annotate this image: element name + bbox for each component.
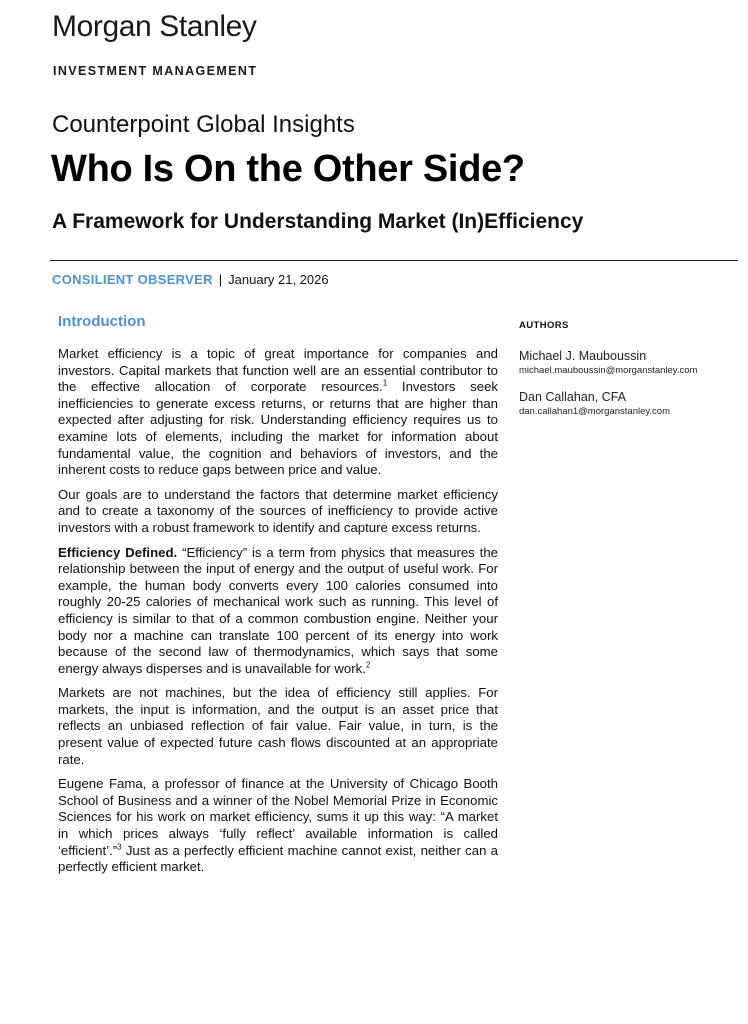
paragraph-text: Investors seek inefficiencies to generate excess returns, or returns that are higher than expected after adjusting for risk. Understanding efficiency requires us to examine lots of elements, including the market for information about fundamental value, the cognition and behaviors of investors, and the inherent costs to reduce gaps between price and value. [58,379,498,478]
publication-meta [52,272,329,287]
document-title: Who Is On the Other Side? [51,148,525,190]
publication-date: January 21, 2026 [228,272,329,287]
division-label: INVESTMENT MANAGEMENT [53,64,258,78]
section-heading: Introduction [58,313,146,330]
main-column [58,313,498,884]
paragraph-5 [58,776,498,876]
author-email[interactable]: michael.mauboussin@morganstanley.com [519,365,698,376]
paragraph-4: Markets are not machines, but the idea of efficiency still applies. For markets, the input is information, and the output is an asset price that reflects an unbiased reflection of fair value. Fair value, in turn, is the present value of expected future cash flows discounted at an appropriate rate. [58,685,498,767]
authors-label: AUTHORS [519,320,569,331]
header-divider [50,260,738,261]
paragraph-1 [58,346,498,479]
paragraph-2: Our goals are to understand the factors that determine market efficiency and to create a taxonomy of the sources of inefficiency to provide active investors with a robust framework to identify and capture excess returns. [58,486,498,535]
footnote-ref: 2 [365,660,371,670]
meta-separator: | [218,272,223,287]
document-subtitle: A Framework for Understanding Market (In)Efficiency [52,210,584,233]
author-email[interactable]: dan.callahan1@morganstanley.com [519,406,670,417]
series-title: Counterpoint Global Insights [52,111,355,138]
footnote-ref: 1 [382,378,388,388]
authors-sidebar [519,320,739,431]
inline-heading: Efficiency Defined. [58,544,178,560]
paragraph-text: Eugene Fama, a professor of finance at the University of Chicago Booth School of Business and a winner of the Nobel Memorial Prize in Economic Sciences for his work on market efficiency, sums it up this way: “A market in which prices always ‘fully reflect’ available information is called ‘efficient’.” [58,776,498,858]
author-name: Michael J. Mauboussin [519,349,647,363]
author-name: Dan Callahan, CFA [519,390,627,404]
company-logo: Morgan Stanley [52,10,257,43]
paragraph-text: Market efficiency is a topic of great importance for companies and investors. Capital markets that function well are an essential contributor to the effective allocation of corporate resources. [58,346,498,395]
series-name: CONSILIENT OBSERVER [52,272,213,287]
paragraph-text: Just as a perfectly efficient machine cannot exist, neither can a perfectly efficient market. [58,842,498,875]
paragraph-3 [58,545,498,678]
paragraph-text: “Efficiency” is a term from physics that measures the relationship between the input of energy and the output of useful work. For example, the human body converts every 100 calories consumed into roughly 20-25 calories of mechanical work such as running. This level of efficiency is similar to that of a common combustion engine. Neither your body nor a machine can translate 100 percent of its energy into work because of the second law of thermodynamics, which says that some energy always disperses and is unavailable for work. [58,544,498,676]
footnote-ref: 3 [117,842,122,852]
